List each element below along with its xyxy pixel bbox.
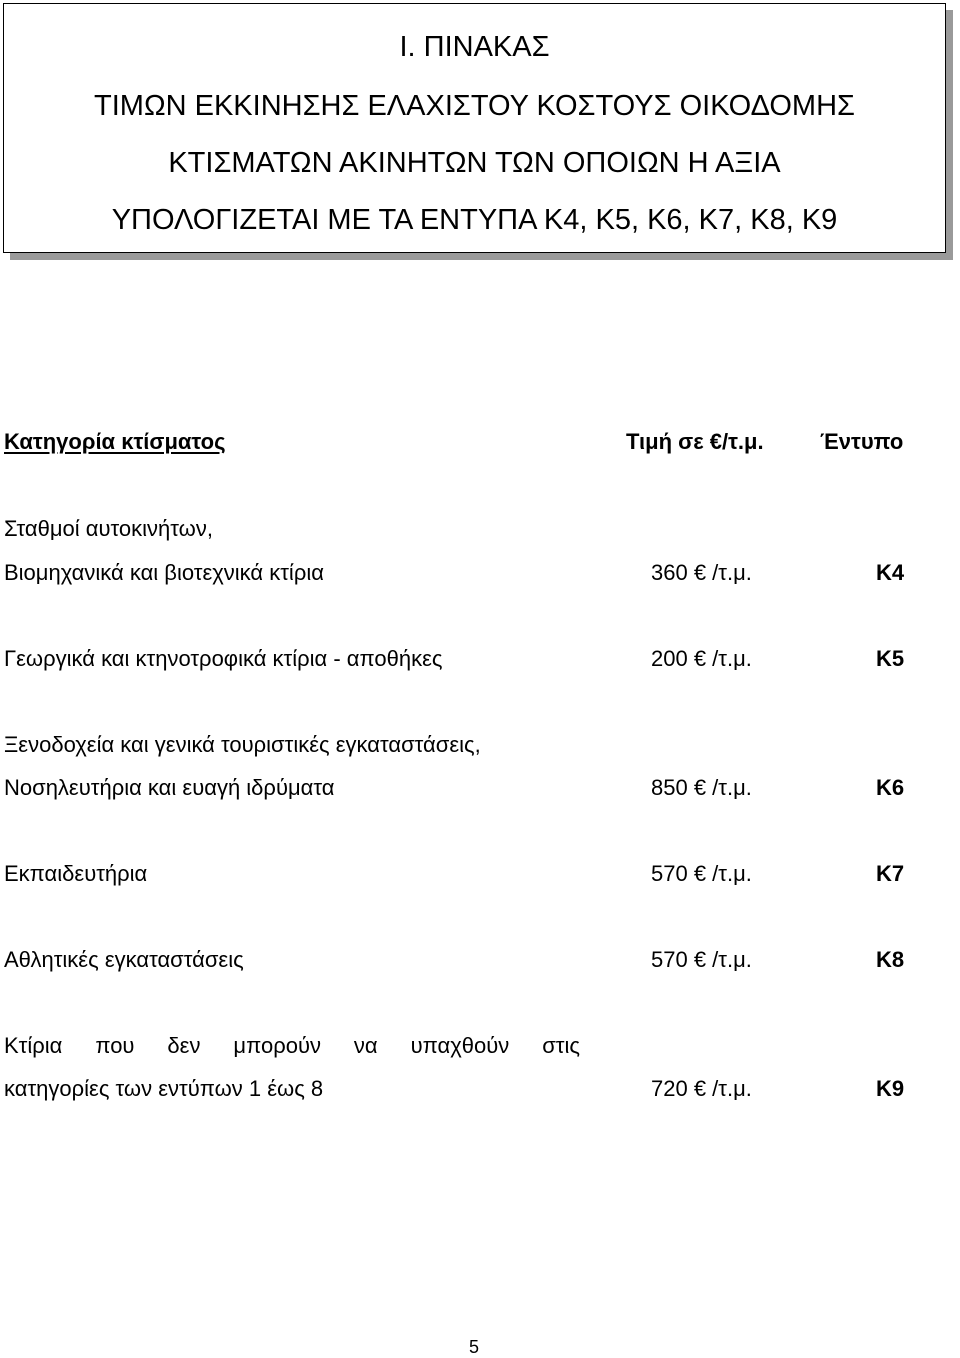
row-k4-form: Κ4 [876, 560, 905, 585]
row-k6-line-2: Νοσηλευτήρια και ευαγή ιδρύματα [4, 775, 335, 800]
row-k4-line-2: Βιομηχανικά και βιοτεχνικά κτίρια [4, 560, 324, 585]
row-k9-line-2: κατηγορίες των εντύπων 1 έως 8 [4, 1076, 324, 1101]
row-k6-price: 850 € /τ.μ. [651, 775, 752, 800]
header-form: Έντυπο [820, 429, 904, 454]
row-k5-line-1: Γεωργικά και κτηνοτροφικά κτίρια - αποθήκες [4, 646, 443, 671]
row-k6-form: Κ6 [876, 775, 905, 800]
row-k9-line-1: Κτίρια που δεν μπορούν να υπαχθούν στις [4, 1033, 580, 1058]
row-k5-price: 200 € /τ.μ. [651, 646, 752, 671]
title-line-2: ΤΙΜΩΝ ΕΚΚΙΝΗΣΗΣ ΕΛΑΧΙΣΤΟΥ ΚΟΣΤΟΥΣ ΟΙΚΟΔΟΜΗΣ [94, 90, 855, 122]
row-k7-form: Κ7 [876, 861, 905, 886]
row-k9-form: Κ9 [876, 1076, 905, 1101]
title-line-1: Ι. ΠΙΝΑΚΑΣ [399, 31, 550, 63]
row-k7-price: 570 € /τ.μ. [651, 861, 752, 886]
row-k5-form: Κ5 [876, 646, 905, 671]
header-category: Κατηγορία κτίσματος [4, 429, 226, 454]
row-k8-form: Κ8 [876, 947, 905, 972]
row-k6-line-1: Ξενοδοχεία και γενικά τουριστικές εγκαταστάσεις, [4, 732, 481, 757]
header-price: Τιμή σε €/τ.μ. [626, 429, 764, 454]
page-number: 5 [468, 1337, 479, 1357]
row-k9-price: 720 € /τ.μ. [651, 1076, 752, 1101]
row-k4-price: 360 € /τ.μ. [651, 560, 752, 585]
row-k4-line-1: Σταθμοί αυτοκινήτων, [4, 516, 213, 541]
row-k7-line-1: Εκπαιδευτήρια [4, 861, 148, 886]
row-k8-line-1: Αθλητικές εγκαταστάσεις [4, 947, 244, 972]
title-line-4: ΥΠΟΛΟΓΙΖΕΤΑΙ ΜΕ ΤΑ ΕΝΤΥΠΑ Κ4, Κ5, Κ6, Κ7, Κ8, Κ9 [111, 204, 838, 236]
row-k8-price: 570 € /τ.μ. [651, 947, 752, 972]
title-box [3, 3, 946, 253]
title-line-3: ΚΤΙΣΜΑΤΩΝ ΑΚΙΝΗΤΩΝ ΤΩΝ ΟΠΟΙΩΝ Η ΑΞΙΑ [168, 147, 781, 179]
